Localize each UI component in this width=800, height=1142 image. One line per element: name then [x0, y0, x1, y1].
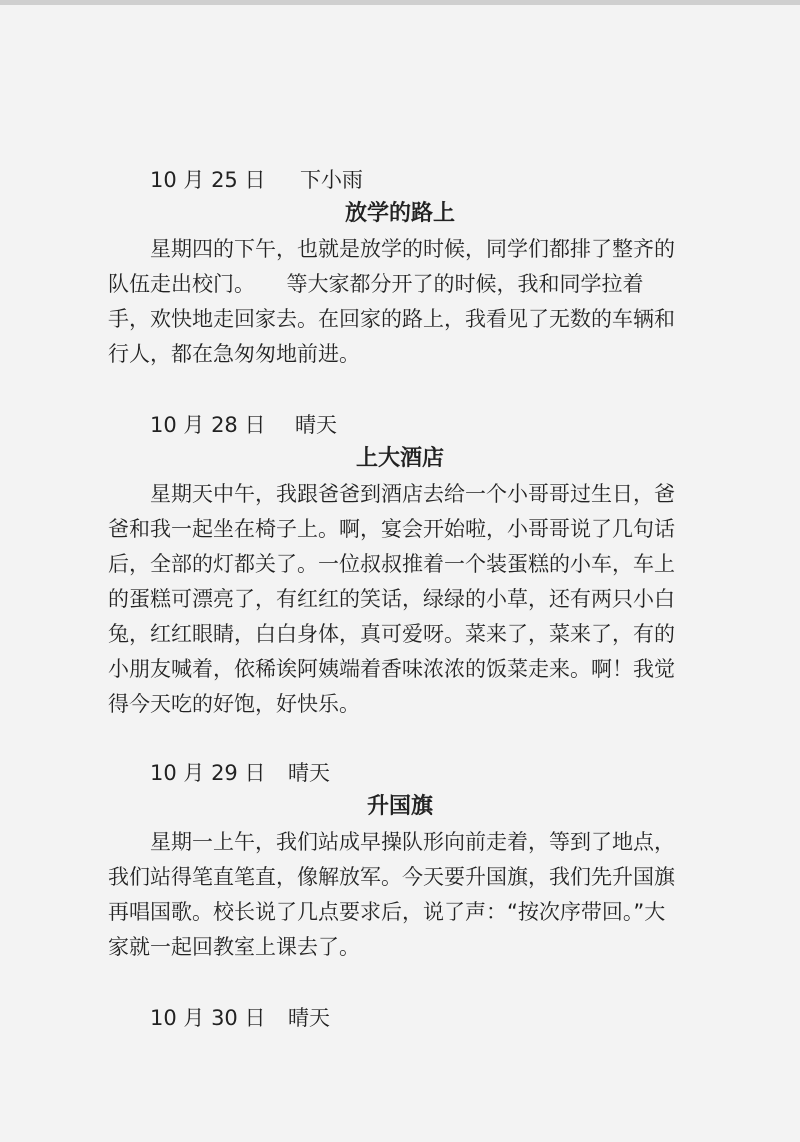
- entry-line: 手，欢快地走回家去。在回家的路上，我看见了无数的车辆和: [108, 307, 675, 331]
- entry-line: 队伍走出校门。 等大家都分开了的时候，我和同学拉着: [108, 272, 644, 296]
- entry-line: 再唱国歌。校长说了几点要求后，说了声：“按次序带回。”大: [108, 900, 666, 924]
- entry-line: 星期一上午，我们站成早操队形向前走着，等到了地点，: [150, 830, 675, 854]
- entry-line: 星期四的下午，也就是放学的时候，同学们都排了整齐的: [150, 237, 675, 261]
- entry-weather: 晴天: [288, 761, 330, 785]
- entry-line: 小朋友喊着，依稀诶阿姨端着香味浓浓的饭菜走来。啊！我觉: [108, 657, 675, 681]
- entry-line: 星期天中午，我跟爸爸到酒店去给一个小哥哥过生日，爸: [150, 482, 675, 506]
- entry-line: 家就一起回教室上课去了。: [108, 935, 360, 959]
- entry-date: 10 月 29 日: [150, 761, 266, 785]
- entry-line: 兔，红红眼睛，白白身体，真可爱呀。菜来了，菜来了，有的: [108, 622, 675, 646]
- entry-weather: 晴天: [295, 413, 337, 437]
- entry-line: 的蛋糕可漂亮了，有红红的笑话，绿绿的小草，还有两只小白: [108, 587, 675, 611]
- entry-date: 10 月 30 日: [150, 1006, 266, 1030]
- entry-line: 爸和我一起坐在椅子上。啊，宴会开始啦，小哥哥说了几句话: [108, 517, 675, 541]
- entry-line: 我们站得笔直笔直，像解放军。今天要升国旗，我们先升国旗: [108, 865, 675, 889]
- entry-date: 10 月 25 日: [150, 168, 266, 192]
- entry-line: 后，全部的灯都关了。一位叔叔推着一个装蛋糕的小车，车上: [108, 552, 675, 576]
- top-divider: [0, 0, 800, 5]
- entry-weather: 下小雨: [300, 168, 363, 192]
- entry-title: 上大酒店: [355, 446, 444, 471]
- entry-title: 升国旗: [366, 794, 433, 819]
- entry-weather: 晴天: [288, 1006, 330, 1030]
- entry-line: 得今天吃的好饱，好快乐。: [108, 692, 360, 716]
- entry-line: 行人，都在急匆匆地前进。: [108, 342, 360, 366]
- entry-title: 放学的路上: [344, 201, 455, 226]
- entry-date: 10 月 28 日: [150, 413, 266, 437]
